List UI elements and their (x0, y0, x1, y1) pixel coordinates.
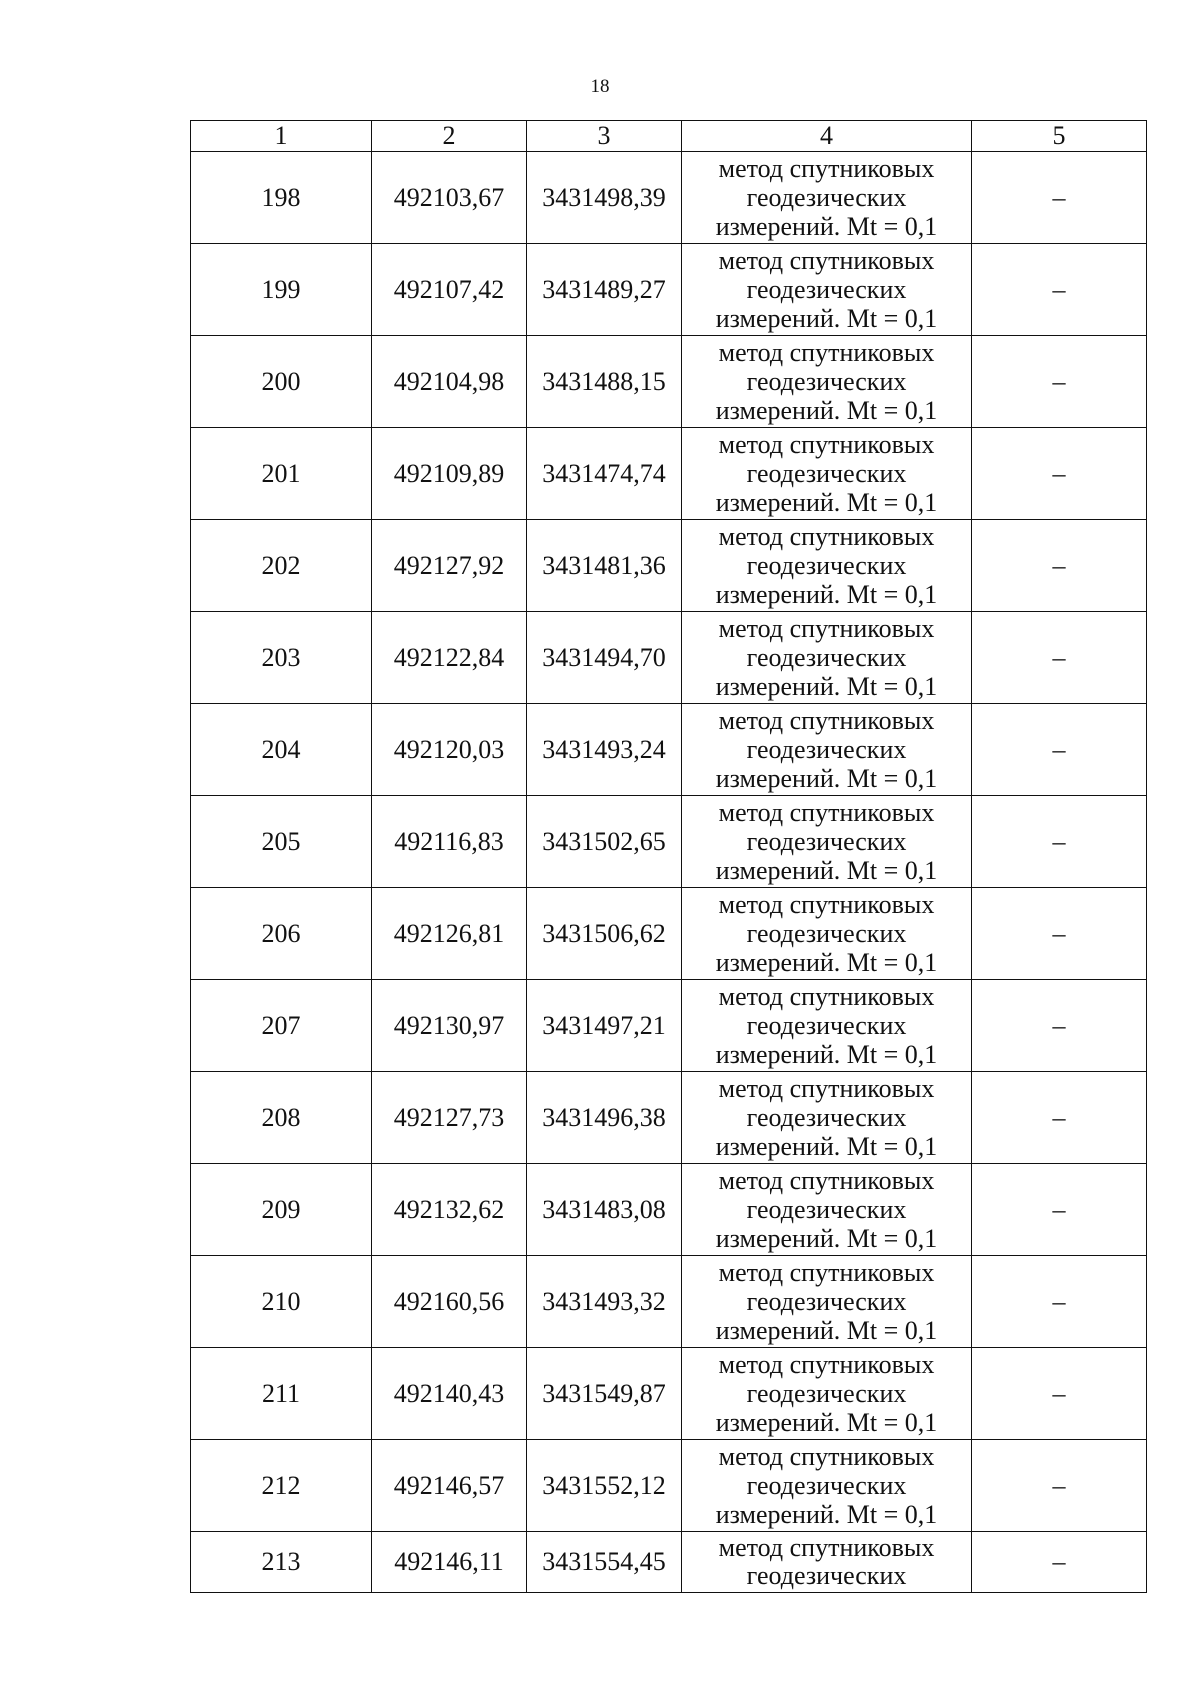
method-cell (682, 980, 972, 1072)
x-coordinate-cell: 492116,83 (372, 796, 527, 888)
table-row (191, 428, 1147, 520)
table-row (191, 520, 1147, 612)
table-row (191, 1256, 1147, 1348)
point-number-cell: 211 (191, 1348, 372, 1440)
table-row (191, 336, 1147, 428)
point-number-cell: 201 (191, 428, 372, 520)
method-line: метод спутниковых (718, 1166, 935, 1195)
method-line: геодезических (746, 551, 907, 580)
point-number-cell: 202 (191, 520, 372, 612)
method-cell (682, 796, 972, 888)
point-number-cell: 212 (191, 1440, 372, 1532)
y-coordinate-cell: 3431497,21 (527, 980, 682, 1072)
table-row (191, 1164, 1147, 1256)
method-cell (682, 1256, 972, 1348)
method-line: измерений. Mt = 0,1 (715, 1500, 938, 1529)
x-coordinate-cell: 492107,42 (372, 244, 527, 336)
method-line: метод спутниковых (718, 890, 935, 919)
y-coordinate-cell: 3431488,15 (527, 336, 682, 428)
point-number-cell: 198 (191, 152, 372, 244)
method-line: измерений. Mt = 0,1 (715, 1040, 938, 1069)
method-cell (682, 888, 972, 980)
method-line: геодезических (746, 1561, 907, 1590)
x-coordinate-cell: 492126,81 (372, 888, 527, 980)
method-line: геодезических (746, 827, 907, 856)
column-5-cell: – (972, 1164, 1147, 1256)
method-line: измерений. Mt = 0,1 (715, 856, 938, 885)
column-5-cell: – (972, 1532, 1147, 1593)
x-coordinate-cell: 492140,43 (372, 1348, 527, 1440)
method-line: метод спутниковых (718, 522, 935, 551)
page-number: 18 (590, 76, 610, 97)
column-header: 5 (972, 121, 1147, 152)
column-5-cell: – (972, 796, 1147, 888)
method-line: измерений. Mt = 0,1 (715, 1224, 938, 1253)
x-coordinate-cell: 492103,67 (372, 152, 527, 244)
x-coordinate-cell: 492160,56 (372, 1256, 527, 1348)
x-coordinate-cell: 492127,92 (372, 520, 527, 612)
method-line: измерений. Mt = 0,1 (715, 672, 938, 701)
method-cell (682, 1348, 972, 1440)
column-5-cell: – (972, 152, 1147, 244)
y-coordinate-cell: 3431494,70 (527, 612, 682, 704)
method-line: измерений. Mt = 0,1 (715, 212, 938, 241)
method-line: измерений. Mt = 0,1 (715, 1408, 938, 1437)
table-row (191, 244, 1147, 336)
table-row (191, 1440, 1147, 1532)
point-number-cell: 206 (191, 888, 372, 980)
method-line: измерений. Mt = 0,1 (715, 580, 938, 609)
table-row (191, 888, 1147, 980)
x-coordinate-cell: 492120,03 (372, 704, 527, 796)
method-line: геодезических (746, 1379, 907, 1408)
table-row (191, 1532, 1147, 1593)
point-number-cell: 208 (191, 1072, 372, 1164)
table-row (191, 796, 1147, 888)
method-line: измерений. Mt = 0,1 (715, 304, 938, 333)
y-coordinate-cell: 3431552,12 (527, 1440, 682, 1532)
method-line: геодезических (746, 459, 907, 488)
method-line: метод спутниковых (718, 154, 935, 183)
method-line: измерений. Mt = 0,1 (715, 1316, 938, 1345)
method-line: геодезических (746, 367, 907, 396)
method-line: геодезических (746, 1103, 907, 1132)
y-coordinate-cell: 3431502,65 (527, 796, 682, 888)
table-header-row (191, 121, 1147, 152)
method-line: измерений. Mt = 0,1 (715, 396, 938, 425)
method-line: метод спутниковых (718, 430, 935, 459)
column-header: 2 (372, 121, 527, 152)
method-cell (682, 1072, 972, 1164)
table-row (191, 980, 1147, 1072)
method-line: геодезических (746, 1195, 907, 1224)
column-5-cell: – (972, 1440, 1147, 1532)
method-line: метод спутниковых (718, 246, 935, 275)
method-line: метод спутниковых (718, 1074, 935, 1103)
method-cell (682, 520, 972, 612)
method-line: измерений. Mt = 0,1 (715, 764, 938, 793)
coordinates-table (190, 120, 1147, 1593)
method-cell (682, 1440, 972, 1532)
table-row (191, 612, 1147, 704)
y-coordinate-cell: 3431498,39 (527, 152, 682, 244)
table-row (191, 1348, 1147, 1440)
method-cell (682, 1532, 972, 1593)
method-cell (682, 244, 972, 336)
column-header: 1 (191, 121, 372, 152)
method-cell (682, 336, 972, 428)
point-number-cell: 199 (191, 244, 372, 336)
method-cell (682, 1164, 972, 1256)
table-row (191, 152, 1147, 244)
method-line: метод спутниковых (718, 1442, 935, 1471)
method-cell (682, 428, 972, 520)
point-number-cell: 209 (191, 1164, 372, 1256)
method-line: геодезических (746, 1011, 907, 1040)
method-line: метод спутниковых (718, 338, 935, 367)
method-cell (682, 152, 972, 244)
method-line: измерений. Mt = 0,1 (715, 948, 938, 977)
y-coordinate-cell: 3431549,87 (527, 1348, 682, 1440)
point-number-cell: 204 (191, 704, 372, 796)
method-line: измерений. Mt = 0,1 (715, 488, 938, 517)
y-coordinate-cell: 3431493,32 (527, 1256, 682, 1348)
y-coordinate-cell: 3431481,36 (527, 520, 682, 612)
y-coordinate-cell: 3431493,24 (527, 704, 682, 796)
y-coordinate-cell: 3431506,62 (527, 888, 682, 980)
column-5-cell: – (972, 244, 1147, 336)
y-coordinate-cell: 3431489,27 (527, 244, 682, 336)
table-row (191, 1072, 1147, 1164)
method-line: метод спутниковых (718, 1258, 935, 1287)
method-line: геодезических (746, 1287, 907, 1316)
x-coordinate-cell: 492130,97 (372, 980, 527, 1072)
point-number-cell: 210 (191, 1256, 372, 1348)
method-line: геодезических (746, 183, 907, 212)
column-5-cell: – (972, 704, 1147, 796)
column-5-cell: – (972, 1256, 1147, 1348)
point-number-cell: 205 (191, 796, 372, 888)
point-number-cell: 213 (191, 1532, 372, 1593)
column-5-cell: – (972, 1348, 1147, 1440)
x-coordinate-cell: 492146,11 (372, 1532, 527, 1593)
x-coordinate-cell: 492109,89 (372, 428, 527, 520)
column-5-cell: – (972, 336, 1147, 428)
method-line: метод спутниковых (718, 706, 935, 735)
x-coordinate-cell: 492132,62 (372, 1164, 527, 1256)
method-line: измерений. Mt = 0,1 (715, 1132, 938, 1161)
method-cell (682, 704, 972, 796)
x-coordinate-cell: 492127,73 (372, 1072, 527, 1164)
y-coordinate-cell: 3431554,45 (527, 1532, 682, 1593)
column-5-cell: – (972, 520, 1147, 612)
method-line: геодезических (746, 643, 907, 672)
method-line: метод спутниковых (718, 798, 935, 827)
method-line: геодезических (746, 275, 907, 304)
point-number-cell: 200 (191, 336, 372, 428)
x-coordinate-cell: 492104,98 (372, 336, 527, 428)
column-5-cell: – (972, 428, 1147, 520)
method-line: метод спутниковых (718, 614, 935, 643)
column-5-cell: – (972, 1072, 1147, 1164)
column-header: 4 (682, 121, 972, 152)
y-coordinate-cell: 3431474,74 (527, 428, 682, 520)
method-cell (682, 612, 972, 704)
point-number-cell: 203 (191, 612, 372, 704)
method-line: геодезических (746, 735, 907, 764)
method-line: метод спутниковых (718, 1533, 935, 1562)
column-header: 3 (527, 121, 682, 152)
y-coordinate-cell: 3431496,38 (527, 1072, 682, 1164)
x-coordinate-cell: 492122,84 (372, 612, 527, 704)
column-5-cell: – (972, 980, 1147, 1072)
point-number-cell: 207 (191, 980, 372, 1072)
method-line: метод спутниковых (718, 982, 935, 1011)
method-line: геодезических (746, 919, 907, 948)
y-coordinate-cell: 3431483,08 (527, 1164, 682, 1256)
column-5-cell: – (972, 612, 1147, 704)
table-row (191, 704, 1147, 796)
method-line: метод спутниковых (718, 1350, 935, 1379)
x-coordinate-cell: 492146,57 (372, 1440, 527, 1532)
method-line: геодезических (746, 1471, 907, 1500)
column-5-cell: – (972, 888, 1147, 980)
